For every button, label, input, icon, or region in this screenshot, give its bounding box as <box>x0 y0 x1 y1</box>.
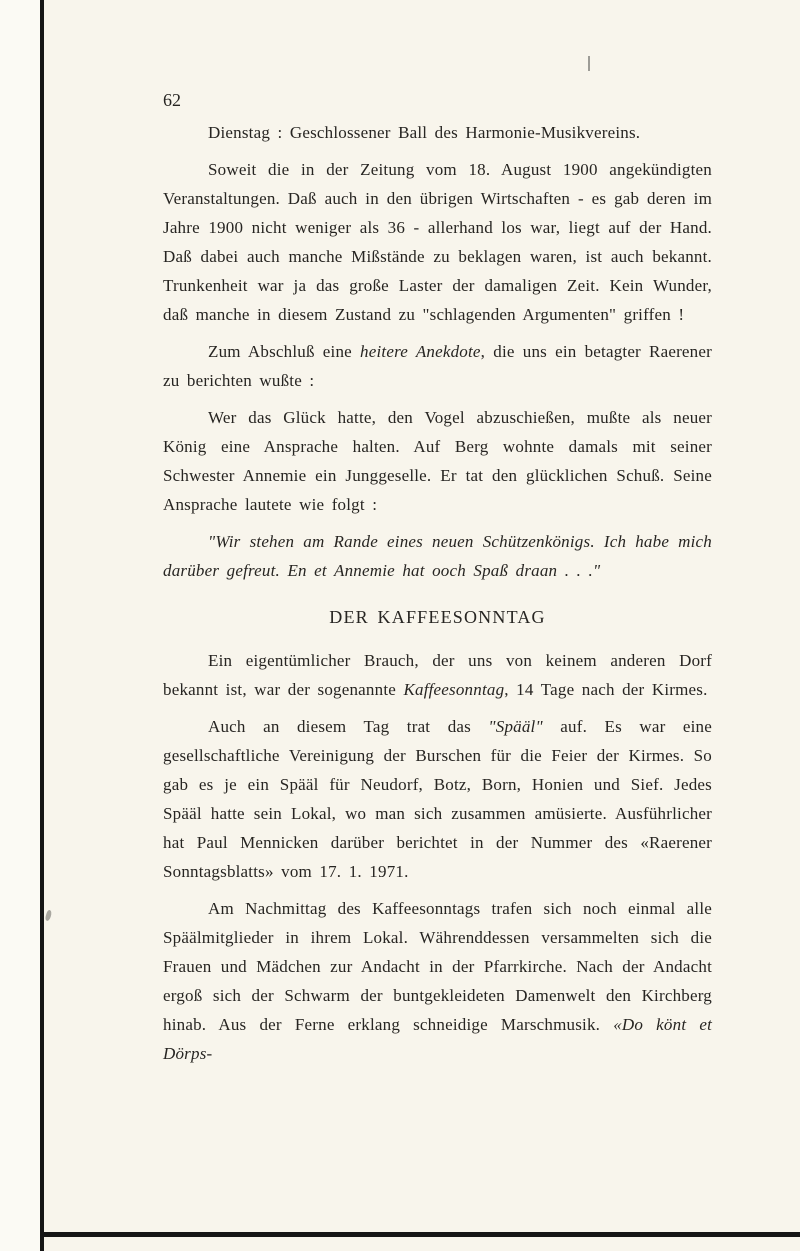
italic-text-run: "Spääl" <box>488 717 543 736</box>
scan-margin-strip <box>0 0 40 1251</box>
scan-edge-left-line <box>40 0 44 1251</box>
scan-artifact-top <box>588 56 590 71</box>
page-number: 62 <box>163 90 181 110</box>
text-run: , die uns ein betagter Raerener zu berichten wußte : <box>163 342 712 390</box>
paragraph <box>163 403 712 519</box>
text-run: Zum Abschluß eine <box>208 342 361 361</box>
italic-text-run: Kaffeesonntag <box>403 680 505 699</box>
text-run: Am Nachmittag des Kaffeesonntags trafen sich noch einmal alle Späälmitglieder in ihrem Lokal. Währenddessen versammelten sich die Frauen und Mädchen zur Andacht in der Pfarrkirche. Nach der Andacht ergoß sich der Schwarm der buntgekleideten Damenwelt den Kirchberg hinab. Aus der Ferne erklang schneidige Marschmusik. <box>163 899 712 1034</box>
paragraph <box>163 712 712 886</box>
text-run: DER KAFFEESONNTAG <box>329 607 546 627</box>
section-heading <box>163 603 712 632</box>
paragraph <box>163 646 712 704</box>
paragraph <box>163 118 712 147</box>
paragraph <box>163 337 712 395</box>
text-block <box>163 88 712 1076</box>
text-run: Wer das Glück hatte, den Vogel abzuschießen, mußte als neuer König eine Ansprache halten. Auf Berg wohnte damals mit seiner Schwester Annemie ein Junggeselle. Er tat den glücklichen Schuß. Seine Ansprache lautete wie folgt : <box>163 408 712 514</box>
text-run: Auch an diesem Tag trat das <box>208 717 489 736</box>
italic-text-run: heitere Anekdote <box>360 342 481 361</box>
paragraph <box>163 527 712 585</box>
text-run: Dienstag : Geschlossener Ball des Harmonie-Musikvereins. <box>208 123 641 142</box>
paragraph <box>163 894 712 1068</box>
text-run: , 14 Tage nach der Kirmes. <box>504 680 708 699</box>
text-run: Soweit die in der Zeitung vom 18. August 1900 angekündigten Veranstaltungen. Daß auch in den übrigen Wirtschaften - es gab deren im Jahre 1900 nicht weniger als 36 - allerhand los war, liegt auf der Hand. Daß dabei auch manche Mißstände zu beklagen waren, ist auch bekannt. Trunkenheit war ja das große Laster der damaligen Zeit. Kein Wunder, daß manche in diesem Zustand zu "schlagenden Argumenten" griffen ! <box>163 160 712 324</box>
italic-text-run: «Do könt et Dörps- <box>163 1015 712 1063</box>
text-run: Ein eigentümlicher Brauch, der uns von keinem anderen Dorf bekannt ist, war der sogenannte <box>163 651 712 699</box>
text-content <box>163 118 712 1068</box>
text-run: auf. Es war eine gesellschaftliche Vereinigung der Burschen für die Feier der Kirmes. So gab es je ein Spääl für Neudorf, Botz, Born, Honien und Sief. Jedes Spääl hatte sein Lokal, wo man sich zusammen amüsierte. Ausführlicher hat Paul Mennicken darüber berichtet in der Nummer des «Raerener Sonntagsblatts» vom 17. 1. 1971. <box>163 717 713 881</box>
paragraph <box>163 155 712 329</box>
scan-edge-bottom-line <box>42 1232 800 1237</box>
scan-artifact-left <box>44 909 52 921</box>
italic-text-run: "Wir stehen am Rande eines neuen Schützenkönigs. Ich habe mich darüber gefreut. En et Annemie hat ooch Spaß draan . . ." <box>163 532 712 580</box>
